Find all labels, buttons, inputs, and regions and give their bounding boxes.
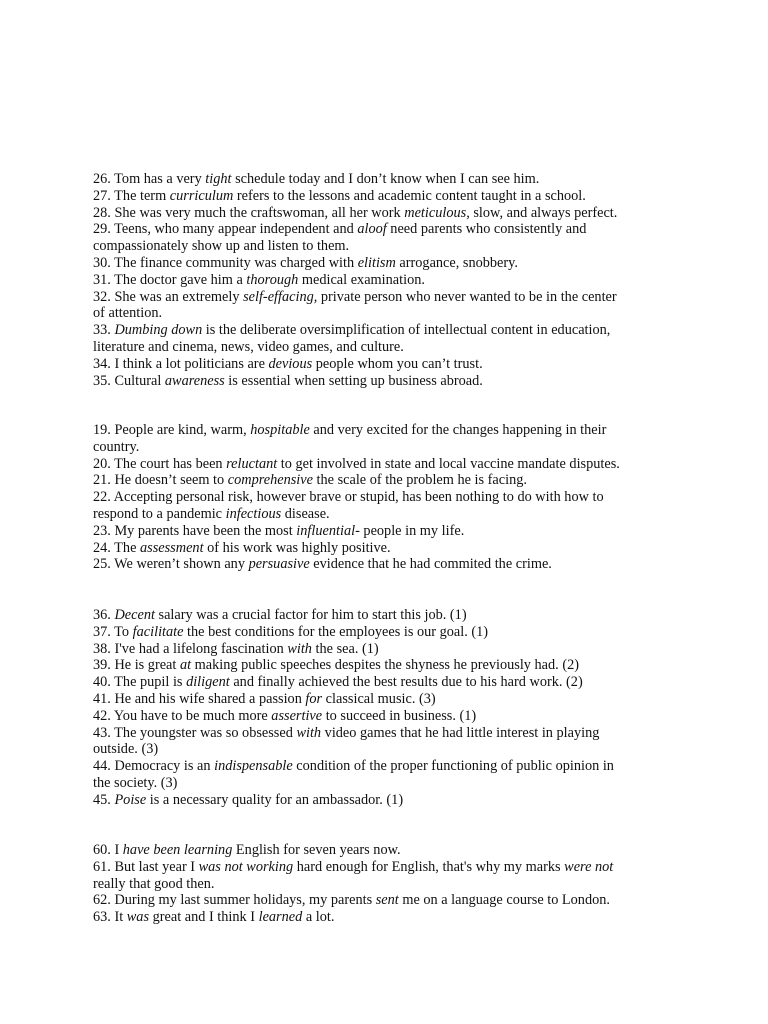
text-line	[93, 556, 673, 573]
text-segment: compassionately show up and listen to them.	[93, 238, 350, 255]
text-segment: the society. (3)	[93, 774, 178, 791]
italic-term: meticulous,	[404, 204, 470, 221]
text-segment: people in my life.	[359, 522, 465, 539]
text-segment: evidence that he had commited the crime.	[309, 556, 552, 573]
exercise-block-36-45	[93, 607, 673, 809]
italic-term: persuasive	[248, 556, 310, 573]
italic-term: hospitable	[250, 422, 310, 438]
text-line	[93, 305, 673, 322]
text-segment: outside. (3)	[93, 741, 159, 758]
italic-term: indispensable	[214, 758, 293, 775]
text-line	[93, 523, 673, 540]
text-segment: 45.	[93, 791, 115, 808]
text-line	[93, 909, 673, 926]
text-line	[93, 171, 673, 188]
italic-term: reluctant	[226, 455, 278, 472]
text-line	[93, 439, 673, 456]
italic-term: assessment	[140, 539, 204, 556]
italic-term: influential-	[296, 522, 360, 539]
text-line	[93, 792, 673, 809]
text-segment: 42. You have to be much more	[93, 707, 272, 724]
text-segment: the best conditions for the employees is our goal. (1)	[183, 623, 489, 640]
text-segment: 40. The pupil is	[93, 674, 187, 691]
text-segment: 38. I've had a lifelong fascination	[93, 640, 288, 657]
text-segment: 23. My parents have been the most	[93, 522, 297, 539]
exercise-block-60-63	[93, 842, 673, 926]
text-segment: 35. Cultural	[93, 372, 165, 389]
text-segment: respond to a pandemic	[93, 505, 226, 522]
text-segment: 28. She was very much the craftswoman, all her work	[93, 204, 405, 221]
italic-term: elitism	[357, 254, 396, 271]
text-line	[93, 876, 673, 893]
text-segment: English for seven years now.	[232, 842, 401, 858]
text-segment: hard enough for English, that's why my marks	[293, 858, 565, 875]
text-segment: 36.	[93, 607, 115, 623]
text-line	[93, 188, 673, 205]
text-line	[93, 691, 673, 708]
text-segment: 34. I think a lot politicians are	[93, 355, 269, 372]
italic-term: infectious	[225, 505, 282, 522]
italic-term: sent	[375, 892, 399, 909]
italic-term: Dumbing down	[114, 322, 203, 339]
text-line	[93, 657, 673, 674]
text-line	[93, 607, 673, 624]
text-segment: 26. Tom has a very	[93, 171, 206, 187]
text-segment: schedule today and I don’t know when I can see him.	[231, 171, 540, 187]
text-line	[93, 892, 673, 909]
text-segment: 21. He doesn’t seem to	[93, 472, 228, 489]
text-line	[93, 272, 673, 289]
italic-term: were not	[564, 858, 614, 875]
italic-term: Decent	[114, 607, 155, 623]
italic-term: with	[296, 724, 322, 741]
text-line	[93, 322, 673, 339]
italic-term: devious	[268, 355, 313, 372]
text-segment: 32. She was an extremely	[93, 288, 244, 305]
text-segment: of attention.	[93, 305, 163, 322]
text-line	[93, 472, 673, 489]
text-segment: 63. It	[93, 909, 127, 926]
text-segment: 37. To	[93, 623, 133, 640]
text-segment: refers to the lessons and academic content taught in a school.	[233, 187, 586, 204]
text-line	[93, 289, 673, 306]
text-segment: salary was a crucial factor for him to start this job. (1)	[154, 607, 467, 623]
text-segment: making public speeches despites the shyness he previously had. (2)	[191, 657, 579, 674]
text-line	[93, 540, 673, 557]
text-line	[93, 221, 673, 238]
text-line	[93, 624, 673, 641]
exercise-block-26-35	[93, 171, 673, 389]
text-segment: 31. The doctor gave him a	[93, 271, 247, 288]
text-segment: 33.	[93, 322, 115, 339]
text-segment: arrogance, snobbery.	[395, 254, 518, 271]
italic-term: with	[287, 640, 312, 657]
text-line	[93, 842, 673, 859]
italic-term: was not working	[198, 858, 294, 875]
text-segment: is a necessary quality for an ambassador. (1)	[146, 791, 404, 808]
text-segment: really that good then.	[93, 875, 215, 892]
text-segment: to succeed in business. (1)	[322, 707, 477, 724]
italic-term: curriculum	[169, 187, 234, 204]
text-line	[93, 205, 673, 222]
text-segment: to get involved in state and local vaccine mandate disputes.	[277, 455, 620, 472]
text-segment: 22. Accepting personal risk, however brave or stupid, has been nothing to do with how to	[93, 489, 604, 506]
text-segment: is essential when setting up business abroad.	[224, 372, 483, 389]
text-segment: 44. Democracy is an	[93, 758, 215, 775]
text-segment: private person who never wanted to be in the center	[317, 288, 617, 305]
text-segment: great and I think I	[149, 909, 259, 926]
text-segment: a lot.	[302, 909, 335, 926]
text-segment: slow, and always perfect.	[469, 204, 618, 221]
text-line	[93, 238, 673, 255]
text-line	[93, 859, 673, 876]
text-segment: and finally achieved the best results due to his hard work. (2)	[229, 674, 583, 691]
italic-term: awareness	[164, 372, 225, 389]
text-segment: the scale of the problem he is facing.	[312, 472, 527, 489]
text-segment: disease.	[281, 505, 330, 522]
italic-term: self-effacing,	[243, 288, 318, 305]
text-segment: classical music. (3)	[322, 690, 436, 707]
text-line	[93, 758, 673, 775]
text-segment: medical examination.	[298, 271, 425, 288]
italic-term: at	[179, 657, 192, 674]
italic-term: aloof	[357, 221, 387, 238]
text-segment: 41. He and his wife shared a passion	[93, 690, 306, 707]
text-segment: 24. The	[93, 539, 140, 556]
italic-term: Poise	[114, 791, 147, 808]
text-segment: need parents who consistently and	[386, 221, 587, 238]
text-line	[93, 456, 673, 473]
text-segment: 20. The court has been	[93, 455, 227, 472]
italic-term: facilitate	[132, 623, 184, 640]
text-segment: 39. He is great	[93, 657, 180, 674]
italic-term: learned	[258, 909, 303, 926]
italic-term: have been learning	[122, 842, 233, 858]
text-line	[93, 674, 673, 691]
text-segment: 25. We weren’t shown any	[93, 556, 249, 573]
italic-term: assertive	[271, 707, 323, 724]
text-segment: 62. During my last summer holidays, my parents	[93, 892, 376, 909]
text-line	[93, 356, 673, 373]
italic-term: for	[305, 690, 323, 707]
text-segment: 61. But last year I	[93, 858, 199, 875]
text-line	[93, 775, 673, 792]
text-segment: people whom you can’t trust.	[312, 355, 483, 372]
text-segment: 43. The youngster was so obsessed	[93, 724, 297, 741]
text-segment: of his work was highly positive.	[203, 539, 391, 556]
text-segment: and very excited for the changes happening in their	[309, 422, 607, 438]
text-segment: condition of the proper functioning of public opinion in	[292, 758, 614, 775]
text-segment: 60. I	[93, 842, 123, 858]
text-line	[93, 339, 673, 356]
text-line	[93, 255, 673, 272]
text-line	[93, 708, 673, 725]
text-segment: 27. The term	[93, 187, 170, 204]
text-line	[93, 489, 673, 506]
text-segment: 29. Teens, who many appear independent and	[93, 221, 358, 238]
italic-term: thorough	[246, 271, 299, 288]
text-segment: literature and cinema, news, video games, and culture.	[93, 338, 404, 355]
text-line	[93, 741, 673, 758]
text-line	[93, 506, 673, 523]
italic-term: was	[126, 909, 150, 926]
text-line	[93, 641, 673, 658]
italic-term: diligent	[186, 674, 230, 691]
text-segment: the sea. (1)	[311, 640, 379, 657]
text-line	[93, 373, 673, 390]
exercise-block-19-25	[93, 422, 673, 573]
text-segment: 19. People are kind, warm,	[93, 422, 251, 438]
text-segment: country.	[93, 438, 140, 455]
italic-term: comprehensive	[227, 472, 313, 489]
text-line	[93, 725, 673, 742]
text-line	[93, 422, 673, 439]
italic-term: tight	[205, 171, 232, 187]
text-segment: is the deliberate oversimplification of intellectual content in education,	[202, 322, 611, 339]
text-segment: video games that he had little interest in playing	[321, 724, 600, 741]
text-segment: me on a language course to London.	[398, 892, 610, 909]
text-segment: 30. The finance community was charged with	[93, 254, 358, 271]
